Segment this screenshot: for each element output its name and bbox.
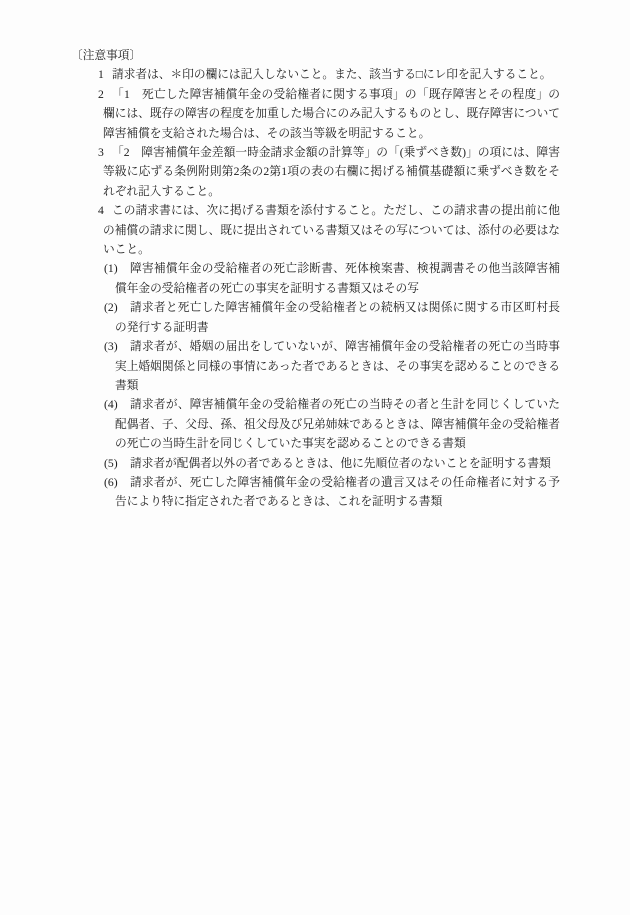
note-item-2-text: 「1 死亡した障害補償年金の受給権者に関する事項」の「既存障害とその程度」の欄には、既存の障害の程度を加重した場合にのみ記入するものとし、既存障害について障害補償を支給された場合は、その該当等級を明記すること。 [103,87,560,140]
note-item-2-number: 2 [98,87,104,101]
attachment-item-4 [104,395,560,453]
note-item-2 [98,85,560,143]
attachment-item-5-text: 請求者が配偶者以外の者であるときは、他に先順位者のないことを証明する書類 [130,456,551,470]
attachment-item-2 [104,298,560,337]
attachment-item-4-number: (4) [104,398,118,412]
attachment-item-5-number: (5) [104,456,118,470]
note-item-3 [98,143,560,201]
note-item-4 [98,201,560,259]
note-item-4-attachment-list [0,259,630,511]
attachment-item-2-text: 請求者と死亡した障害補償年金の受給権者との続柄又は関係に関する市区町村長の発行する証明書 [115,301,560,334]
notes-heading: 〔注意事項〕 [71,49,142,62]
note-item-1-text: 請求者は、＊印の欄には記入しないこと。また、該当する□にレ印を記入すること。 [112,68,552,82]
notes-section [0,46,630,512]
attachment-item-3-text: 請求者が、婚姻の届出をしていないが、障害補償年金の受給権者の死亡の当時事実上婚姻関係と同様の事情にあった者であるときは、その事実を認めることのできる書類 [115,340,560,392]
attachment-item-6-text: 請求者が、死亡した障害補償年金の受給権者の遺言又はその任命権者に対する予告により特に指定された者であるときは、これを証明する書類 [115,475,560,509]
attachment-item-6-number: (6) [104,475,118,489]
note-item-1 [98,65,560,84]
attachment-item-2-number: (2) [104,301,118,315]
note-item-4-number: 4 [98,204,104,218]
attachment-item-1-text: 障害補償年金の受給権者の死亡診断書、死体検案書、検視調書その他当該障害補償年金の受給権者の死亡の事実を証明する書類又はその写 [115,262,560,295]
attachment-item-4-text: 請求者が、障害補償年金の受給権者の死亡の当時その者と生計を同じくしていた配偶者、子、父母、孫、祖父母及び兄弟姉妹であるときは、障害補償年金の受給権者の死亡の当時生計を同じくしていた事実を認めることのできる書類 [115,398,560,451]
attachment-item-3-number: (3) [104,340,118,354]
note-item-3-number: 3 [98,146,104,160]
attachment-item-1 [104,259,560,298]
note-item-1-number: 1 [98,68,104,82]
note-item-3-text: 「2 障害補償年金差額一時金請求金額の計算等」の「(乗ずべき数)」の項には、障害等級に応ずる条例附則第2条の2第1項の表の右欄に掲げる補償基礎額に乗ずべき数をそれぞれ記入すること。 [103,146,560,198]
note-item-4-text: この請求書には、次に掲げる書類を添付すること。ただし、この請求書の提出前に他の補償の請求に関し、既に提出されている書類又はその写については、添付の必要はないこと。 [103,204,560,257]
attachment-item-3 [104,337,560,395]
attachment-item-1-number: (1) [104,262,118,276]
attachment-item-5 [104,454,560,473]
attachment-item-6 [104,473,560,512]
